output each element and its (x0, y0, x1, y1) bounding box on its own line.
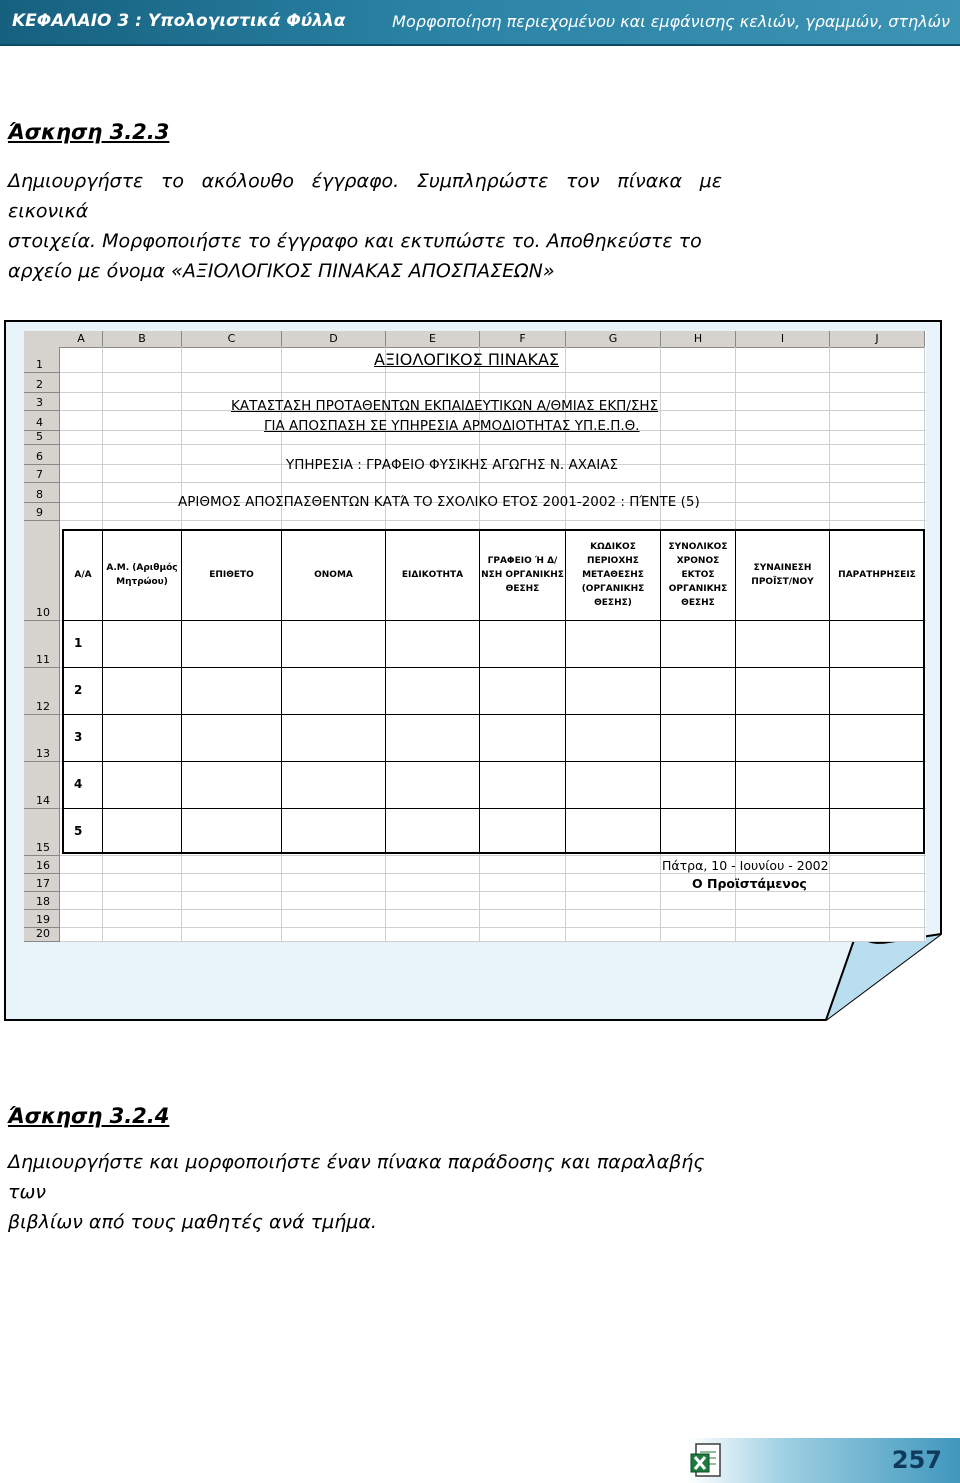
row-number: 1 (36, 358, 43, 371)
exercise-2-title: Άσκηση 3.2.4 (8, 1104, 170, 1128)
row-number: 13 (36, 747, 50, 760)
gridline (60, 873, 926, 874)
row-number: 15 (36, 841, 50, 854)
exercise-2-line: Δημιουργήστε και μορφοποιήστε έναν πίνακα παράδοσης και παραλαβής των (8, 1151, 705, 1203)
sheet-line-6: ΥΠΗΡΕΣΙΑ : ΓΡΑΦΕΙΟ ΦΥΣΙΚΗΣ ΑΓΩΓΗΣ Ν. ΑΧΑΙΑΣ (286, 457, 618, 473)
column-header-i[interactable]: I (736, 331, 830, 348)
row-header-12[interactable] (24, 668, 60, 715)
table-header-cell: ΣΥΝΟΛΙΚΟΣ ΧΡΟΝΟΣ ΕΚΤΟΣ ΟΡΓΑΝΙΚΗΣ ΘΕΣΗΣ (668, 542, 728, 608)
row-number: 17 (36, 877, 50, 890)
table-row-number: 5 (74, 824, 83, 838)
table-border (62, 714, 925, 715)
row-header-14[interactable] (24, 762, 60, 809)
excel-icon (690, 1442, 724, 1480)
row-number: 14 (36, 794, 50, 807)
row-header-20[interactable] (24, 928, 60, 942)
row-number: 9 (36, 506, 43, 519)
table-border (62, 620, 925, 621)
gridline (60, 520, 926, 521)
exercise-1-line: Δημιουργήστε το ακόλουθο έγγραφο. Συμπληρώστε τον πίνακα με εικονικά (8, 170, 722, 222)
column-header-e[interactable]: E (386, 331, 480, 348)
exercise-2-line: βιβλίων από τους μαθητές ανά τμήμα. (8, 1211, 377, 1233)
row-header-9[interactable] (24, 503, 60, 521)
gridline (60, 927, 926, 928)
row-header-5[interactable] (24, 431, 60, 445)
table-row-number: 1 (74, 636, 83, 650)
table-header-cell: ΠΑΡΑΤΗΡΗΣΕΙΣ (838, 570, 916, 580)
row-number: 5 (36, 430, 43, 443)
spreadsheet (24, 331, 926, 942)
gridline (60, 855, 926, 856)
row-header-17[interactable] (24, 874, 60, 892)
table-header-cell: ΕΙΔΙΚΟΤΗΤΑ (401, 570, 464, 580)
row-number: 11 (36, 653, 50, 666)
table-header-cell: Α.Μ. (Αριθμός Μητρώου) (106, 563, 178, 587)
table-header-cell: ΣΥΝΑΙΝΕΣΗ ΠΡΟΪΣΤ/ΝΟΥ (751, 563, 814, 587)
table-header-cell: ΕΠΙΘΕΤΟ (209, 570, 254, 580)
column-header-c[interactable]: C (182, 331, 282, 348)
gridline (60, 891, 926, 892)
page-number: 257 (891, 1446, 942, 1474)
sheet-line-4: ΓΙΑ ΑΠΟΣΠΑΣΗ ΣΕ ΥΠΗΡΕΣΙΑ ΑΡΜΟΔΙΟΤΗΤΑΣ ΥΠ.Ε.Π.Θ. (264, 418, 640, 434)
exercise-2-text (8, 1147, 722, 1237)
gridline (60, 482, 926, 483)
table-header-cell: Α/Α (74, 570, 92, 580)
row-number: 12 (36, 700, 50, 713)
exercise-1-text (8, 166, 722, 286)
row-header-15[interactable] (24, 809, 60, 856)
row-header-16[interactable] (24, 856, 60, 874)
row-header-18[interactable] (24, 892, 60, 910)
date-line: Πάτρα, 10 - Ιουνίου - 2002 (662, 858, 829, 873)
gridline (60, 909, 926, 910)
gridline (60, 941, 926, 942)
top-banner (0, 0, 960, 46)
sheet-title: ΑΞΙΟΛΟΓΙΚΟΣ ΠΙΝΑΚΑΣ (374, 350, 560, 369)
row-header-7[interactable] (24, 465, 60, 483)
row-header-2[interactable] (24, 373, 60, 393)
table-header-cell: ΓΡΑΦΕΙΟ Ή Δ/ΝΣΗ ΟΡΓΑΝΙΚΗΣ ΘΕΣΗΣ (481, 556, 564, 594)
row-header-8[interactable] (24, 483, 60, 503)
row-header-4[interactable] (24, 411, 60, 431)
table-border (62, 761, 925, 762)
table-header-cell: ΚΩΔΙΚΟΣ ΠΕΡΙΟΧΗΣ ΜΕΤΑΘΕΣΗΣ (ΟΡΓΑΝΙΚΗΣ ΘΕΣΗΣ) (581, 542, 645, 608)
column-header-h[interactable]: H (661, 331, 736, 348)
column-header-j[interactable]: J (830, 331, 925, 348)
row-number: 19 (36, 913, 50, 926)
select-all-corner[interactable] (24, 331, 61, 348)
row-header-6[interactable] (24, 445, 60, 465)
exercise-1-title: Άσκηση 3.2.3 (8, 120, 170, 144)
sheet-line-3: ΚΑΤΑΣΤΑΣΗ ΠΡΟΤΑΘΕΝΤΩΝ ΕΚΠΑΙΔΕΥΤΙΚΩΝ Α/ΘΜΙΑΣ ΕΚΠ/ΣΗΣ (231, 398, 659, 414)
row-number: 18 (36, 895, 50, 908)
table-border (62, 808, 925, 809)
row-number: 20 (36, 927, 50, 940)
section-topic: Μορφοποίηση περιεχομένου και εμφάνισης κελιών, γραμμών, στηλών (392, 12, 950, 31)
column-header-a[interactable]: A (60, 331, 103, 348)
gridline (60, 392, 926, 393)
row-header-19[interactable] (24, 910, 60, 928)
gridline (60, 372, 926, 373)
table-header-cell: ΟΝΟΜΑ (314, 570, 353, 580)
row-number: 7 (36, 468, 43, 481)
column-header-b[interactable]: B (103, 331, 182, 348)
column-header-f[interactable]: F (480, 331, 566, 348)
signature-line: Ο Προϊστάμενος (692, 876, 807, 891)
row-header-3[interactable] (24, 393, 60, 411)
table-row-number: 2 (74, 683, 83, 697)
table-row-number: 3 (74, 730, 83, 744)
row-number: 10 (36, 606, 50, 619)
gridline (60, 444, 926, 445)
exercise-1-line: στοιχεία. Μορφοποιήστε το έγγραφο και εκτυπώστε το. Αποθηκεύστε το (8, 230, 702, 252)
row-number: 6 (36, 450, 43, 463)
exercise-1-line: αρχείο με όνομα «ΑΞΙΟΛΟΓΙΚΟΣ ΠΙΝΑΚΑΣ ΑΠΟΣΠΑΣΕΩΝ» (8, 260, 555, 282)
table-row-number: 4 (74, 777, 83, 791)
sheet-line-8: ΑΡΙΘΜΟΣ ΑΠΟΣΠΑΣΘΕΝΤΩΝ ΚΑΤΆ ΤΟ ΣΧΟΛΙΚΟ ΕΤΟΣ 2001-2002 : ΠΈΝΤΕ (5) (178, 494, 700, 510)
row-number: 16 (36, 859, 50, 872)
table-border (62, 667, 925, 668)
chapter-title: ΚΕΦΑΛΑΙΟ 3 : Υπολογιστικά Φύλλα (12, 11, 346, 31)
row-number: 4 (36, 416, 43, 429)
row-header-10[interactable] (24, 521, 60, 621)
column-header-d[interactable]: D (282, 331, 386, 348)
row-number: 3 (36, 396, 43, 409)
row-header-1[interactable] (24, 347, 60, 373)
row-number: 2 (36, 378, 43, 391)
row-header-11[interactable] (24, 621, 60, 668)
column-header-g[interactable]: G (566, 331, 661, 348)
row-header-13[interactable] (24, 715, 60, 762)
row-number: 8 (36, 488, 43, 501)
